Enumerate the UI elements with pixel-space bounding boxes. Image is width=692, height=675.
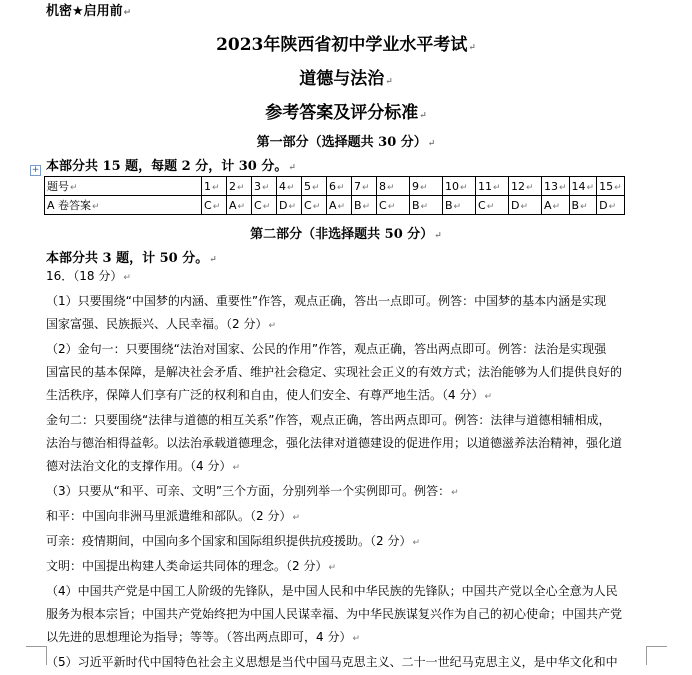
part2-intro-text: 本部分共 3 题，计 50 分。 bbox=[46, 251, 209, 266]
answer-row-label-text: A 卷答案 bbox=[47, 199, 92, 212]
part1-heading: 第一部分（选择题共 30 分）↵ bbox=[256, 135, 436, 150]
part2-intro: 本部分共 3 题，计 50 分。↵ bbox=[46, 251, 217, 266]
question-number-cell: 10↵ bbox=[443, 177, 476, 196]
answer-line-text: 德对法治文化的支撑作用。（4 分） bbox=[46, 459, 232, 473]
answer-line bbox=[46, 338, 650, 361]
answer-letter: B bbox=[571, 198, 580, 212]
answer-letter: C bbox=[478, 198, 486, 212]
answer-cell: D↵ bbox=[509, 196, 542, 215]
answer-letter: D bbox=[511, 198, 520, 212]
question-number-cell: 14↵ bbox=[569, 177, 597, 196]
question-number-cell: 7↵ bbox=[352, 177, 377, 196]
answer-letter: D bbox=[279, 198, 288, 212]
answer-cell: B↵ bbox=[569, 196, 597, 215]
answer-line: 德对法治文化的支撑作用。（4 分）↵ bbox=[46, 459, 240, 473]
exam-title-text: 2023年陕西省初中学业水平考试 bbox=[216, 35, 468, 55]
question-number-cell: 13↵ bbox=[542, 177, 570, 196]
part2-heading-text: 第二部分（非选择题共 50 分） bbox=[250, 227, 434, 242]
answer-letter: A bbox=[229, 198, 237, 212]
question-number: 13 bbox=[544, 179, 558, 193]
answer-line-text: 法治与德治相得益彰。以法治承载道德理念，强化法律对道德建设的促进作用；以道德滋养法治精神，强化道 bbox=[46, 436, 623, 450]
confidential-label: 机密★启用前↵ bbox=[46, 4, 132, 19]
part1-intro-text: 本部分共 15 题，每题 2 分，计 30 分。 bbox=[46, 159, 288, 174]
question-number-cell: 4↵ bbox=[277, 177, 302, 196]
page-margin-corner-left bbox=[26, 646, 47, 665]
answer-line: 文明：中国提出构建人类命运共同体的理念。（2 分）↵ bbox=[46, 559, 336, 573]
answer-letter: D bbox=[599, 198, 608, 212]
answer-letter: C bbox=[204, 198, 212, 212]
answer-cell: A↵ bbox=[542, 196, 570, 215]
question-number: 7 bbox=[354, 179, 361, 193]
answer-line bbox=[46, 432, 650, 455]
answer-line: （3）只要从“和平、可亲、文明”三个方面，分别列举一个实例即可。例答：↵ bbox=[46, 484, 459, 498]
answer-line-text: 国富民的基本保障，是解决社会矛盾、维护社会稳定、实现社会正义的有效方式；法治能够为人们提供良好的 bbox=[46, 365, 623, 379]
document-title: 参考答案及评分标准↵ bbox=[265, 103, 427, 123]
answer-line: 以先进的思想理论为指导；等等。（答出两点即可，4 分）↵ bbox=[46, 630, 360, 644]
part1-heading-text: 第一部分（选择题共 30 分） bbox=[256, 135, 427, 150]
answer-cell: D↵ bbox=[277, 196, 302, 215]
question-number: 3 bbox=[254, 179, 261, 193]
answer-cell: A↵ bbox=[227, 196, 252, 215]
answer-line-text: 和平：中国向非洲马里派遣维和部队。（2 分） bbox=[46, 509, 292, 523]
answer-cell: D↵ bbox=[597, 196, 625, 215]
question-number-cell: 15↵ bbox=[597, 177, 625, 196]
document-title-text: 参考答案及评分标准 bbox=[265, 103, 419, 123]
question-number-cell: 5↵ bbox=[302, 177, 327, 196]
table-move-handle-icon[interactable]: + bbox=[31, 165, 40, 175]
answer-line-text: （2）金句一：只要围绕“法治对国家、公民的作用”作答，观点正确，答出两点即可。例答：法治是实现强 bbox=[46, 342, 607, 356]
question-number: 9 bbox=[412, 179, 419, 193]
question-number: 8 bbox=[379, 179, 386, 193]
question-number-label: 题号↵ bbox=[45, 177, 202, 196]
answer-cell: B↵ bbox=[352, 196, 377, 215]
answer-line-text: 16．（18 分） bbox=[46, 269, 123, 283]
question-number-cell: 3↵ bbox=[252, 177, 277, 196]
answer-letter: C bbox=[254, 198, 262, 212]
answer-cell: C↵ bbox=[302, 196, 327, 215]
question-number: 1 bbox=[204, 179, 211, 193]
answer-line-text: 文明：中国提出构建人类命运共同体的理念。（2 分） bbox=[46, 559, 328, 573]
answer-line-text: （5）习近平新时代中国特色社会主义思想是当代中国马克思主义、二十一世纪马克思主义，是中华文化和中 bbox=[46, 655, 618, 669]
answer-line-text: 金句二：只要围绕“法律与道德的相互关系”作答，观点正确，答出两点即可。例答：法律与道德相辅相成， bbox=[46, 413, 611, 427]
answer-line bbox=[46, 603, 650, 626]
answer-line bbox=[46, 290, 650, 313]
answer-line: 可亲：疫情期间，中国向多个国家和国际组织提供抗疫援助。（2 分）↵ bbox=[46, 534, 420, 548]
answer-row bbox=[45, 196, 625, 215]
answer-line: 16．（18 分）↵ bbox=[46, 269, 131, 283]
question-number-row bbox=[45, 177, 625, 196]
question-number-cell: 6↵ bbox=[327, 177, 352, 196]
answer-letter: C bbox=[379, 198, 387, 212]
answer-cell: C↵ bbox=[377, 196, 410, 215]
question-number-cell: 8↵ bbox=[377, 177, 410, 196]
answer-letter: B bbox=[412, 198, 420, 212]
answer-letter: C bbox=[304, 198, 312, 212]
answer-line-text: 国家富强、民族振兴、人民幸福。（2 分） bbox=[46, 317, 268, 331]
answer-letter: B bbox=[354, 198, 362, 212]
question-number-cell: 2↵ bbox=[227, 177, 252, 196]
exam-title: 2023年陕西省初中学业水平考试↵ bbox=[216, 35, 476, 55]
answer-line-text: 生活秩序，保障人们享有广泛的权利和自由，使人们安全、有尊严地生活。（4 分） bbox=[46, 388, 484, 402]
answer-line-text: （1）只要围绕“中国梦的内涵、重要性”作答，观点正确，答出一点即可。例答：中国梦的基本内涵是实现 bbox=[46, 294, 607, 308]
answer-cell: A↵ bbox=[327, 196, 352, 215]
subject-title-text: 道德与法治 bbox=[299, 69, 385, 89]
answer-cell: C↵ bbox=[202, 196, 227, 215]
answer-table bbox=[44, 176, 625, 215]
answer-line-text: （4）中国共产党是中国工人阶级的先锋队，是中国人民和中华民族的先锋队；中国共产党以全心全意为人民 bbox=[46, 584, 618, 598]
page-margin-corner-right bbox=[646, 646, 667, 665]
answer-letter: A bbox=[544, 198, 552, 212]
question-number: 11 bbox=[478, 179, 492, 193]
question-number-cell: 1↵ bbox=[202, 177, 227, 196]
question-number: 5 bbox=[304, 179, 311, 193]
question-number-label-text: 题号 bbox=[47, 180, 69, 193]
answer-line: 生活秩序，保障人们享有广泛的权利和自由，使人们安全、有尊严地生活。（4 分）↵ bbox=[46, 388, 492, 402]
answer-letter: B bbox=[445, 198, 453, 212]
part2-answer-body bbox=[46, 265, 650, 674]
answer-line bbox=[46, 580, 650, 603]
question-number: 10 bbox=[445, 179, 459, 193]
answer-cell: C↵ bbox=[476, 196, 509, 215]
question-number-cell: 12↵ bbox=[509, 177, 542, 196]
question-number-cell: 11↵ bbox=[476, 177, 509, 196]
answer-line-text: （3）只要从“和平、可亲、文明”三个方面，分别列举一个实例即可。例答： bbox=[46, 484, 451, 498]
subject-title: 道德与法治↵ bbox=[299, 69, 393, 89]
answer-line bbox=[46, 409, 650, 432]
answer-cell: B↵ bbox=[410, 196, 443, 215]
answer-line: 国家富强、民族振兴、人民幸福。（2 分）↵ bbox=[46, 317, 276, 331]
question-number: 6 bbox=[329, 179, 336, 193]
answer-line bbox=[46, 361, 650, 384]
answer-line-text: 服务为根本宗旨；中国共产党始终把为中国人民谋幸福、为中华民族谋复兴作为自己的初心使命；中国共产党 bbox=[46, 607, 623, 621]
answer-row-label: A 卷答案↵ bbox=[45, 196, 202, 215]
question-number: 4 bbox=[279, 179, 286, 193]
question-number-cell: 9↵ bbox=[410, 177, 443, 196]
answer-cell: B↵ bbox=[443, 196, 476, 215]
answer-letter: A bbox=[329, 198, 337, 212]
question-number: 14 bbox=[571, 179, 586, 193]
confidential-text: 机密★启用前 bbox=[46, 4, 123, 19]
answer-cell: C↵ bbox=[252, 196, 277, 215]
part2-heading: 第二部分（非选择题共 50 分）↵ bbox=[250, 227, 442, 242]
question-number: 2 bbox=[229, 179, 236, 193]
question-number: 12 bbox=[511, 179, 525, 193]
answer-line-text: 可亲：疫情期间，中国向多个国家和国际组织提供抗疫援助。（2 分） bbox=[46, 534, 412, 548]
part1-intro: 本部分共 15 题，每题 2 分，计 30 分。↵ bbox=[46, 159, 296, 174]
answer-line: 和平：中国向非洲马里派遣维和部队。（2 分）↵ bbox=[46, 509, 300, 523]
answer-line bbox=[46, 651, 650, 674]
answer-line-text: 以先进的思想理论为指导；等等。（答出两点即可，4 分） bbox=[46, 630, 352, 644]
question-number: 15 bbox=[599, 179, 614, 193]
